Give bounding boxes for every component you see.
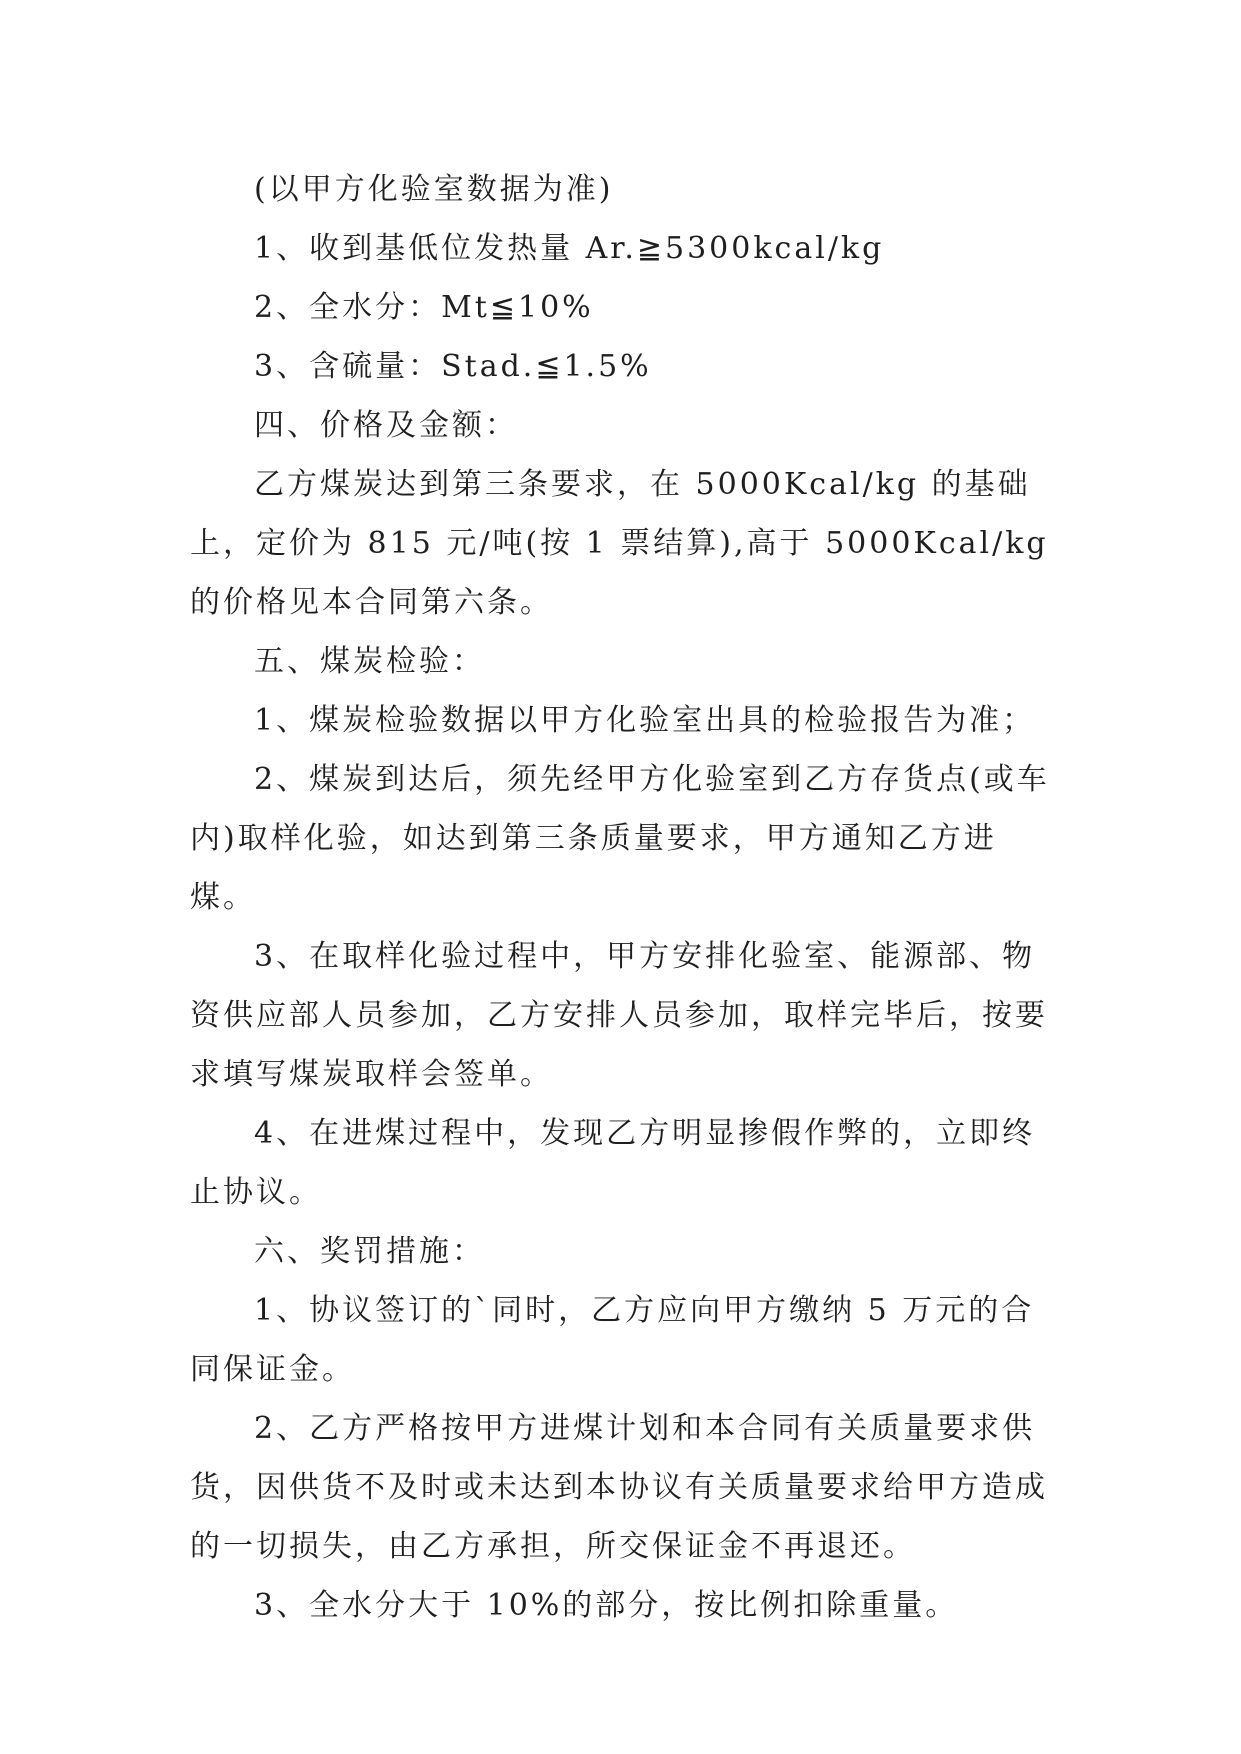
contract-body: [190, 160, 1050, 1635]
paragraph-penalty-2: 2、乙方严格按甲方进煤计划和本合同有关质量要求供货，因供货不及时或未达到本协议有关质量要求给甲方造成的一切损失，由乙方承担，所交保证金不再退还。: [190, 1411, 1048, 1564]
paragraph-penalty-3: 3、全水分大于 10%的部分，按比例扣除重量。: [254, 1588, 959, 1623]
paragraph-sulfur-content: 3、含硫量：Stad.≦1.5%: [254, 349, 652, 384]
paragraph-inspection-2: 2、煤炭到达后，须先经甲方化验室到乙方存货点(或车内)取样化验，如达到第三条质量要求，甲方通知乙方进煤。: [190, 762, 1050, 915]
section-heading-inspection: 五、煤炭检验：: [254, 644, 485, 679]
paragraph-inspection-1: 1、煤炭检验数据以甲方化验室出具的检验报告为准；: [254, 703, 1036, 738]
paragraph-penalty-1: 1、协议签订的`同时，乙方应向甲方缴纳 5 万元的合同保证金。: [190, 1293, 1035, 1387]
paragraph-lab-basis: (以甲方化验室数据为准): [254, 172, 614, 207]
paragraph-total-moisture: 2、全水分：Mt≦10%: [254, 290, 594, 325]
paragraph-calorific-value: 1、收到基低位发热量 Ar.≧5300kcal/kg: [254, 231, 885, 266]
paragraph-inspection-4: 4、在进煤过程中，发现乙方明显掺假作弊的，立即终止协议。: [190, 1116, 1036, 1210]
section-heading-penalties: 六、奖罚措施：: [254, 1234, 485, 1269]
paragraph-inspection-3: 3、在取样化验过程中，甲方安排化验室、能源部、物资供应部人员参加，乙方安排人员参加，取样完毕后，按要求填写煤炭取样会签单。: [190, 939, 1048, 1092]
paragraph-price-terms: 乙方煤炭达到第三条要求，在 5000Kcal/kg 的基础上，定价为 815 元/吨(按 1 票结算),高于 5000Kcal/kg 的价格见本合同第六条。: [190, 467, 1049, 620]
section-heading-price: 四、价格及金额：: [254, 408, 518, 443]
